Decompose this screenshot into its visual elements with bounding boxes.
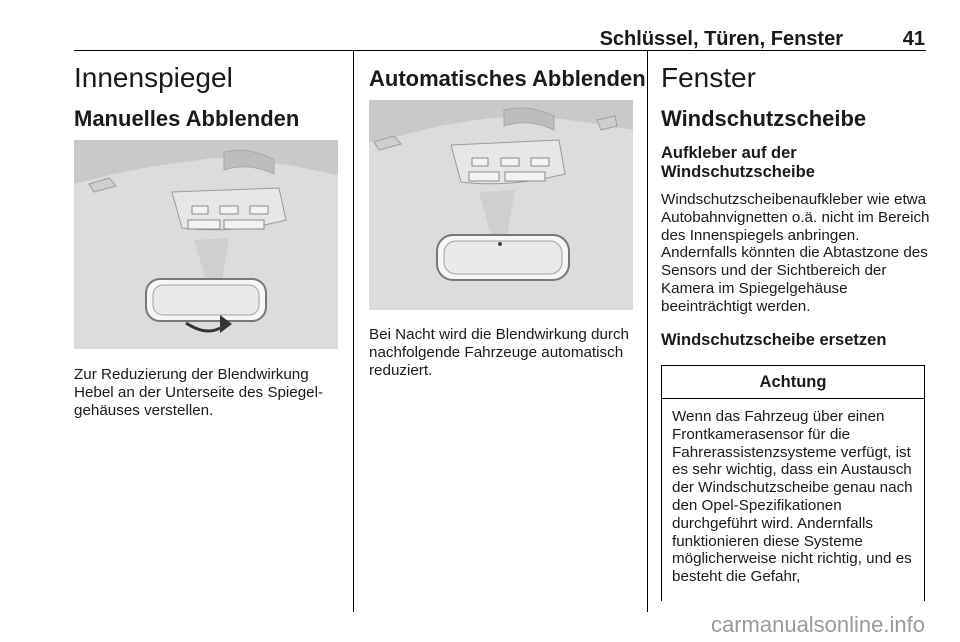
automatic-dimming-paragraph: Bei Nacht wird die Blendwirkung durch nachfolgende Fahrzeuge automatisch reduziert. (369, 326, 630, 379)
caution-notice-box (661, 365, 925, 601)
watermark: carmanualsonline.info (710, 612, 925, 637)
mirror-automatic-dimming-illustration (369, 100, 633, 310)
windshield-sticker-paragraph: Windschutzscheibenaufkleber wie etwa Autobahnvignetten o.ä. nicht im Bereich des Innenspiegels anbringen. Andernfalls könnten die Abtastzone des Sensors und der Sichtbereich der Kamera im Spiegelgehäuse beeinträchtigt werden. (661, 191, 930, 315)
subheading-automatisches-abblenden: Automatisches Abblenden (369, 66, 646, 91)
caution-notice-text: Wenn das Fahrzeug über einen Frontkamerasensor für die Fahrerassistenzsysteme verfügt, ist es sehr wichtig, dass ein Austausch der Windschutzscheibe genau nach den Opel-Spezifikationen durchgeführt wird. Andernfalls funktionieren diese Systeme möglicherweise nicht richtig, und es besteht die Gefahr, (672, 408, 913, 586)
subheading-manuelles-abblenden: Manuelles Abblenden (74, 106, 300, 131)
manual-dimming-paragraph: Zur Reduzierung der Blendwirkung Hebel an der Unterseite des Spiegelgehäuses verstellen. (74, 366, 324, 419)
header-rule (74, 50, 926, 51)
page-number: 41 (902, 28, 925, 50)
subheading-aufkleber: Aufkleber auf der Windschutzscheibe (661, 144, 815, 181)
caution-notice-title: Achtung (662, 366, 924, 399)
subheading-windschutzscheibe-ersetzen: Windschutzscheibe ersetzen (661, 331, 887, 349)
section-heading-fenster: Fenster (661, 62, 756, 93)
mirror-manual-dimming-illustration (74, 140, 338, 349)
running-header-title: Schlüssel, Türen, Fenster (599, 28, 843, 50)
section-heading-innenspiegel: Innenspiegel (74, 62, 233, 93)
subheading-windschutzscheibe: Windschutzscheibe (661, 106, 867, 131)
column-divider (647, 50, 648, 612)
column-divider (353, 50, 354, 612)
